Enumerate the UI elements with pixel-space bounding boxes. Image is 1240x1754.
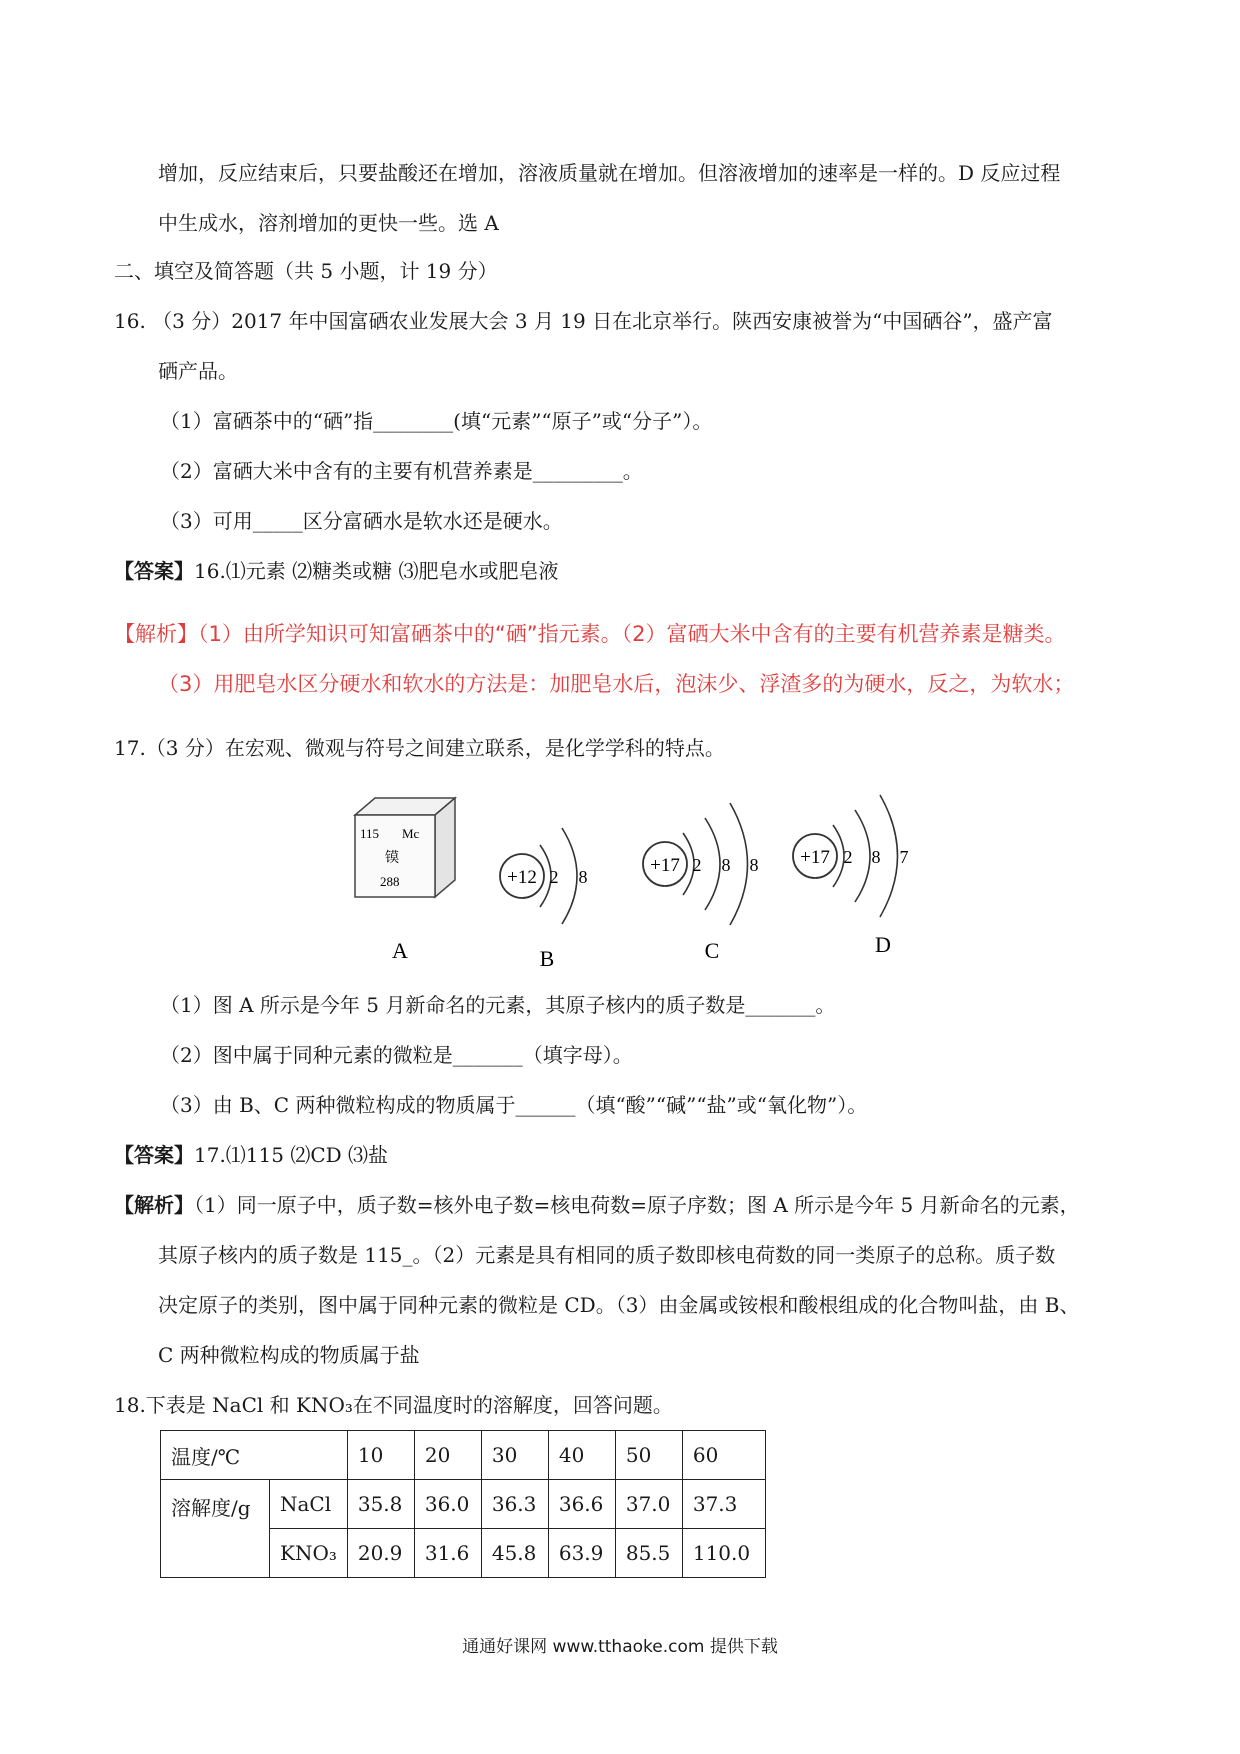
question-16-cont: 硒产品。 xyxy=(158,359,238,383)
element-symbol: Mc xyxy=(402,826,420,841)
element-number: 115 xyxy=(360,826,380,841)
table-row xyxy=(161,1480,766,1529)
page-footer: 通通好课网 www.tthaoke.com 提供下载 xyxy=(462,1637,778,1657)
table-cell: 36.0 xyxy=(414,1480,481,1529)
explanation-17-line-3: 决定原子的类别，图中属于同种元素的微粒是 CD。（3）由金属或铵根和酸根组成的化合物叫盐，由 B、 xyxy=(158,1293,1080,1317)
table-cell: 30 xyxy=(481,1431,548,1480)
table-cell: KNO₃ xyxy=(270,1529,348,1578)
table-cell: 20.9 xyxy=(347,1529,414,1578)
table-cell: 35.8 xyxy=(347,1480,414,1529)
table-cell: 31.6 xyxy=(414,1529,481,1578)
shell-electrons: 2 xyxy=(549,867,559,887)
element-card-a xyxy=(355,798,455,897)
element-name: 镆 xyxy=(385,851,399,866)
atom-diagram-c xyxy=(643,803,759,925)
table-cell: 36.3 xyxy=(481,1480,548,1529)
table-cell: 45.8 xyxy=(481,1529,548,1578)
atom-diagram-d xyxy=(793,795,909,917)
shell-electrons: 7 xyxy=(899,847,909,867)
table-cell: 85.5 xyxy=(615,1529,682,1578)
shell-electrons: 8 xyxy=(749,855,759,875)
shell-electrons: 2 xyxy=(692,855,702,875)
question-18: 18.下表是 NaCl 和 KNO₃在不同温度时的溶解度，回答问题。 xyxy=(114,1393,673,1417)
shell-electrons: 8 xyxy=(721,855,731,875)
text-line: 增加，反应结束后，只要盐酸还在增加，溶液质量就在增加。但溶液增加的速率是一样的。D 反应过程 xyxy=(158,161,1061,185)
table-cell: 110.0 xyxy=(682,1529,765,1578)
table-cell: 温度/℃ xyxy=(161,1431,348,1480)
figure-label-d: D xyxy=(875,932,891,957)
question-16-part-1: （1）富硒茶中的“硒”指________(填“元素”“原子”或“分子”）。 xyxy=(160,409,713,433)
table-cell: 40 xyxy=(548,1431,615,1480)
answer-17 xyxy=(114,1142,388,1168)
table-cell: 36.6 xyxy=(548,1480,615,1529)
question-16-part-2: （2）富硒大米中含有的主要有机营养素是_________。 xyxy=(160,459,643,483)
explanation-17-line-1 xyxy=(114,1192,1080,1218)
table-cell: 10 xyxy=(347,1431,414,1480)
table-cell: 37.3 xyxy=(682,1480,765,1529)
explanation-tag: 【解析】 xyxy=(114,1193,194,1217)
question-17: 17.（3 分）在宏观、微观与符号之间建立联系，是化学学科的特点。 xyxy=(114,736,725,760)
answer-16 xyxy=(114,558,559,584)
table-cell: 63.9 xyxy=(548,1529,615,1578)
atom-diagram-b xyxy=(500,828,588,924)
figure-label-a: A xyxy=(392,938,408,963)
solubility-table xyxy=(160,1430,766,1578)
table-row xyxy=(161,1431,766,1480)
answer-text: 17.⑴115 ⑵CD ⑶盐 xyxy=(194,1143,389,1167)
table-cell: 20 xyxy=(414,1431,481,1480)
explanation-16-line-1: 【解析】（1）由所学知识可知富硒茶中的“硒”指元素。（2）富硒大米中含有的主要有机营养素是糖类。 xyxy=(114,622,1066,646)
answer-tag: 【答案】 xyxy=(114,559,194,583)
figure-label-c: C xyxy=(704,938,720,963)
atom-structure-figure xyxy=(340,790,960,970)
text-line: 中生成水，溶剂增加的更快一些。选 A xyxy=(158,211,499,235)
table-cell: 37.0 xyxy=(615,1480,682,1529)
table-cell: NaCl xyxy=(270,1480,348,1529)
shell-electrons: 8 xyxy=(871,847,881,867)
question-17-part-2: （2）图中属于同种元素的微粒是_______（填字母）。 xyxy=(160,1043,633,1067)
figure-label-b: B xyxy=(539,946,555,970)
question-17-part-3: （3）由 B、C 两种微粒构成的物质属于______（填“酸”“碱”“盐”或“氧化物”）。 xyxy=(160,1093,868,1117)
question-17-part-1: （1）图 A 所示是今年 5 月新命名的元素，其原子核内的质子数是_______。 xyxy=(160,993,836,1017)
table-cell: 50 xyxy=(615,1431,682,1480)
table-cell: 溶解度/g xyxy=(161,1480,270,1578)
explanation-17-line-2: 其原子核内的质子数是 115_。（2）元素是具有相同的质子数即核电荷数的同一类原子的总称。质子数 xyxy=(158,1243,1056,1267)
answer-tag: 【答案】 xyxy=(114,1143,194,1167)
question-16-part-3: （3）可用_____区分富硒水是软水还是硬水。 xyxy=(160,509,563,533)
explanation-16-line-2: （3）用肥皂水区分硬水和软水的方法是：加肥皂水后，泡沫少、浮渣多的为硬水，反之，为软水； xyxy=(158,672,1075,696)
nucleus-label: +17 xyxy=(650,855,680,876)
table-cell: 60 xyxy=(682,1431,765,1480)
explanation-17-line-4: C 两种微粒构成的物质属于盐 xyxy=(158,1343,420,1367)
element-mass: 288 xyxy=(380,874,400,889)
nucleus-label: +12 xyxy=(507,867,537,888)
explanation-text: （1）同一原子中，质子数=核外电子数=核电荷数=原子序数；图 A 所示是今年 5 月新命名的元素， xyxy=(194,1193,1080,1217)
answer-text: 16.⑴元素 ⑵糖类或糖 ⑶肥皂水或肥皂液 xyxy=(194,559,559,583)
question-16: 16. （3 分）2017 年中国富硒农业发展大会 3 月 19 日在北京举行。陕西安康被誉为“中国硒谷”，盛产富 xyxy=(114,309,1053,333)
nucleus-label: +17 xyxy=(800,847,830,868)
section-heading: 二、填空及简答题（共 5 小题，计 19 分） xyxy=(114,259,498,283)
shell-electrons: 8 xyxy=(578,867,588,887)
shell-electrons: 2 xyxy=(843,847,853,867)
